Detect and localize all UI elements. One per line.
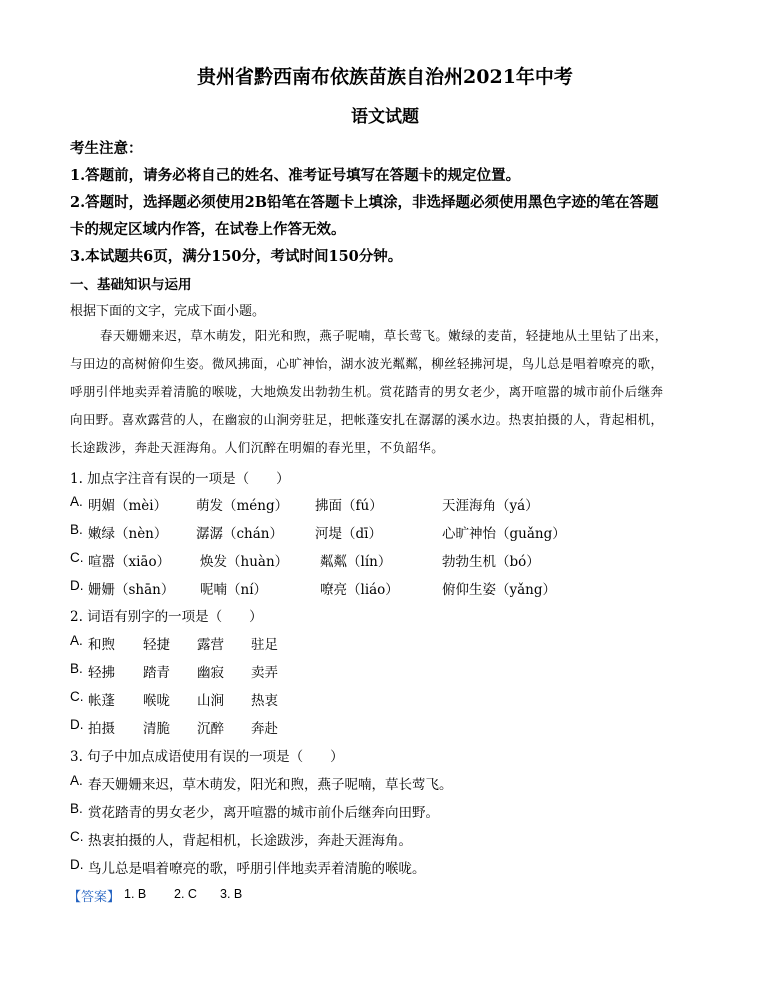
- exam-subtitle: 语文试题: [351, 107, 419, 127]
- option-label: D.: [70, 578, 84, 593]
- option-item: 沉醉: [197, 721, 224, 737]
- section-instruction: 根据下面的文字，完成下面小题。: [70, 304, 266, 319]
- option-item: 勃勃生机（bó）: [442, 554, 540, 570]
- passage-line: 长途跋涉，奔赴天涯海角。人们沉醉在明媚的春光里，不负韶华。: [70, 440, 445, 455]
- option-label: C.: [70, 829, 84, 844]
- option-item: 驻足: [251, 637, 278, 653]
- option-item: 天涯海角（yá）: [442, 498, 539, 514]
- section-heading: 一、基础知识与运用: [70, 277, 192, 293]
- notice-item: 2.答题时，选择题必须使用2B铅笔在答题卡上填涂，非选择题必须使用黑色字迹的笔在答题: [70, 194, 659, 211]
- option-text: 鸟儿总是唱着嘹亮的歌，呼朋引伴地卖弄着清脆的喉咙。: [88, 861, 426, 877]
- answer-value: 1. B: [124, 887, 147, 901]
- answer-tag: 【答案】: [68, 890, 121, 905]
- option-item: 热衷: [251, 693, 278, 709]
- option-item: 潺潺（chán）: [196, 526, 283, 542]
- notice-heading: 考生注意：: [70, 140, 143, 157]
- option-text: 春天姗姗来迟，草木萌发，阳光和煦，燕子呢喃，草长莺飞。: [88, 777, 453, 793]
- option-item: 姗姗（shān）: [88, 582, 175, 598]
- option-item: 嫩绿（nèn）: [88, 526, 168, 542]
- option-label: B.: [70, 522, 83, 537]
- exam-title: 贵州省黔西南布依族苗族自治州2021年中考: [197, 66, 573, 88]
- option-label: A.: [70, 494, 83, 509]
- option-item: 踏青: [143, 665, 170, 681]
- option-item: 奔赴: [251, 721, 278, 737]
- option-label: A.: [70, 773, 83, 788]
- option-label: A.: [70, 633, 83, 648]
- option-item: 拂面（fú）: [315, 498, 383, 514]
- option-label: B.: [70, 801, 83, 816]
- option-item: 心旷神怡（guǎng）: [442, 526, 566, 542]
- question-stem: 1. 加点字注音有误的一项是（ ）: [70, 471, 290, 487]
- option-item: 清脆: [143, 721, 170, 737]
- option-item: 山涧: [197, 693, 224, 709]
- option-item: 焕发（huàn）: [200, 554, 289, 570]
- option-item: 轻拂: [88, 665, 115, 681]
- option-item: 露营: [197, 637, 224, 653]
- option-item: 粼粼（lín）: [320, 554, 392, 570]
- option-item: 喉咙: [143, 693, 170, 709]
- passage-line: 春天姗姗来迟，草木萌发，阳光和煦，燕子呢喃，草长莺飞。嫩绿的麦苗，轻捷地从土里钻了出来，: [100, 328, 668, 343]
- option-item: 萌发（méng）: [196, 498, 289, 514]
- option-item: 和煦: [88, 637, 115, 653]
- option-item: 嘹亮（liáo）: [320, 582, 399, 598]
- option-item: 俯仰生姿（yǎng）: [442, 582, 557, 598]
- option-label: C.: [70, 550, 84, 565]
- option-item: 轻捷: [143, 637, 170, 653]
- passage-line: 与田边的高树俯仰生姿。微风拂面，心旷神怡，湖水波光粼粼，柳丝轻拂河堤，鸟儿总是唱着嘹亮的歌，: [70, 356, 664, 371]
- passage-line: 呼朋引伴地卖弄着清脆的喉咙，大地焕发出勃勃生机。赏花踏青的男女老少，离开喧嚣的城市前仆后继奔: [70, 384, 664, 399]
- notice-item: 3.本试题共6页，满分150分，考试时间150分钟。: [70, 248, 403, 265]
- option-label: D.: [70, 717, 84, 732]
- notice-item: 卡的规定区域内作答，在试卷上作答无效。: [70, 221, 346, 238]
- passage-line: 向田野。喜欢露营的人，在幽寂的山涧旁驻足，把帐蓬安扎在潺潺的溪水边。热衷拍摄的人，背起相机，: [70, 412, 664, 427]
- option-text: 赏花踏青的男女老少，离开喧嚣的城市前仆后继奔向田野。: [88, 805, 439, 821]
- option-item: 喧嚣（xiāo）: [88, 554, 171, 570]
- option-label: B.: [70, 661, 83, 676]
- notice-item: 1.答题前，请务必将自己的姓名、准考证号填写在答题卡的规定位置。: [70, 167, 521, 184]
- option-item: 呢喃（ní）: [200, 582, 268, 598]
- option-label: D.: [70, 857, 84, 872]
- option-item: 拍摄: [88, 721, 115, 737]
- option-item: 帐蓬: [88, 693, 115, 709]
- option-item: 卖弄: [251, 665, 278, 681]
- option-label: C.: [70, 689, 84, 704]
- option-item: 明媚（mèi）: [88, 498, 168, 514]
- question-stem: 2. 词语有别字的一项是（ ）: [70, 609, 263, 625]
- option-text: 热衷拍摄的人，背起相机，长途跋涉，奔赴天涯海角。: [88, 833, 412, 849]
- answer-value: 3. B: [220, 887, 243, 901]
- option-item: 幽寂: [197, 665, 224, 681]
- answer-value: 2. C: [174, 887, 197, 901]
- question-stem: 3. 句子中加点成语使用有误的一项是（ ）: [70, 749, 344, 765]
- option-item: 河堤（dī）: [315, 526, 382, 542]
